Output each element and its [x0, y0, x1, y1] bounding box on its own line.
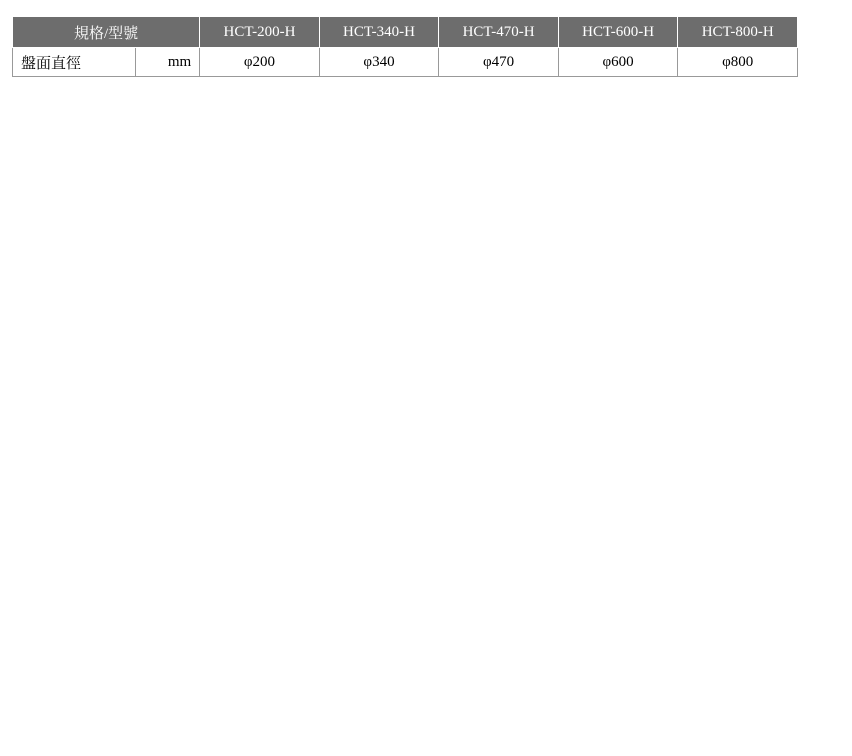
- table-row: [13, 48, 798, 77]
- row-value: φ340: [319, 48, 439, 77]
- header-row: [13, 17, 798, 48]
- row-value: φ470: [439, 48, 559, 77]
- row-value: φ800: [678, 48, 798, 77]
- model-470: HCT-470-H: [439, 17, 559, 48]
- model-200: HCT-200-H: [200, 17, 320, 48]
- row-unit: mm: [135, 48, 199, 77]
- row-value: φ200: [200, 48, 320, 77]
- row-label: 盤面直徑: [13, 48, 136, 77]
- model-600: HCT-600-H: [558, 17, 678, 48]
- model-800: HCT-800-H: [678, 17, 798, 48]
- model-340: HCT-340-H: [319, 17, 439, 48]
- spec-table: [12, 16, 798, 77]
- spec-header: 規格/型號: [13, 17, 200, 48]
- row-value: φ600: [558, 48, 678, 77]
